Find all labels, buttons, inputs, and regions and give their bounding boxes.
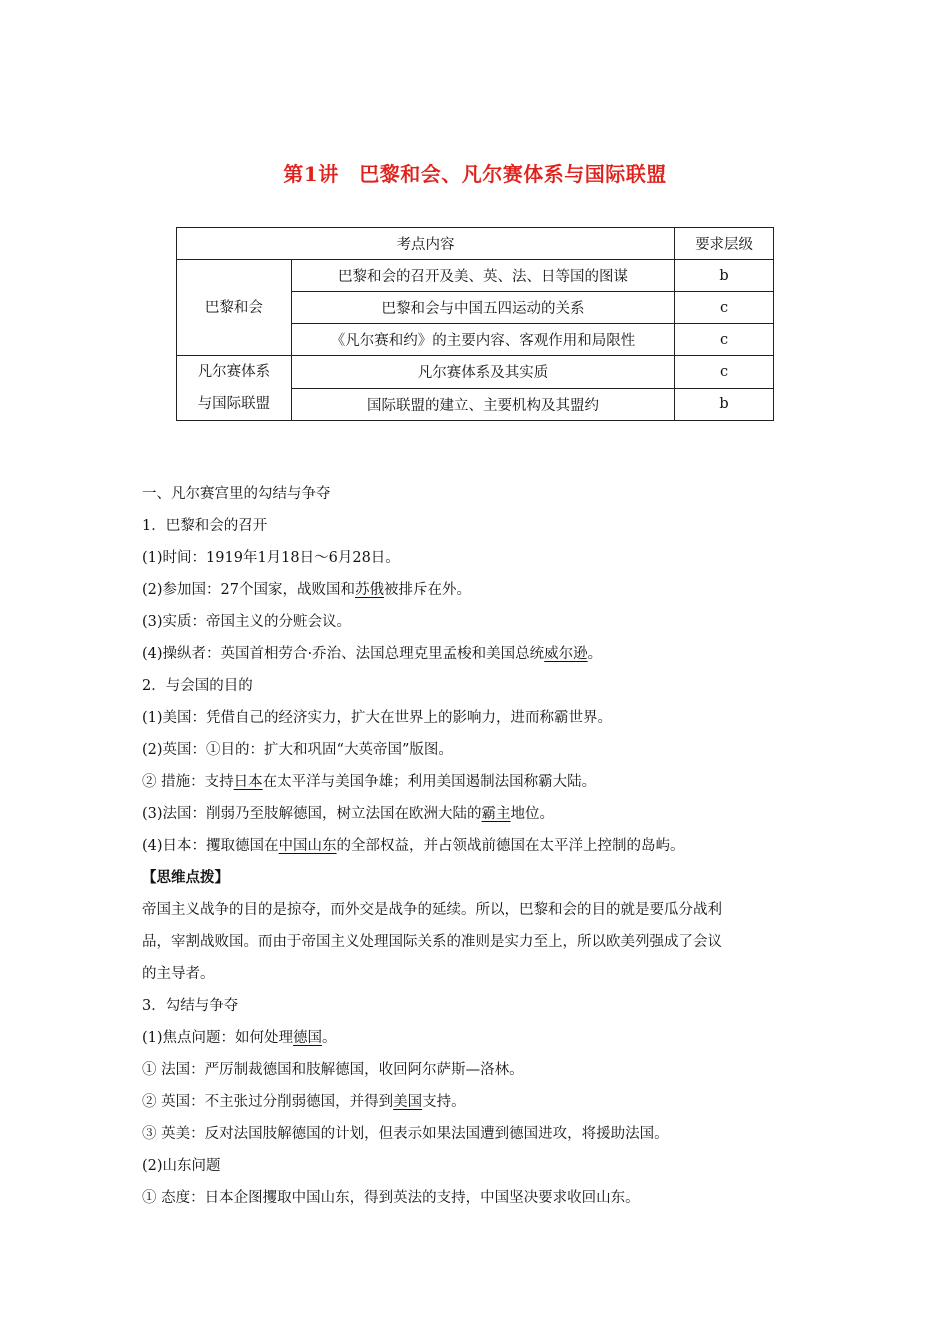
text-span: 被排斥在外。	[384, 582, 471, 598]
page-title: 第1讲 巴黎和会、凡尔赛体系与国际联盟	[283, 162, 667, 186]
text-line	[142, 1086, 822, 1118]
underlined-term: 霸主	[481, 806, 511, 822]
text-span: (4)操纵者：英国首相劳合·乔治、法国总理克里孟梭和美国总统	[142, 646, 545, 662]
table-header-content: 考点内容	[177, 228, 675, 260]
group-name-line: 与国际联盟	[197, 396, 271, 412]
table-cell-level: c	[675, 292, 774, 324]
text-span: 的全部权益，并占领战前德国在太平洋上控制的岛屿。	[336, 838, 685, 854]
text-line: (2)英国：①目的：扩大和巩固“大英帝国”版图。	[142, 742, 453, 758]
table-row	[177, 356, 774, 389]
text-span: 。	[322, 1030, 337, 1046]
callout-heading: 【思维点拨】	[142, 869, 229, 886]
table-row	[177, 260, 774, 292]
callout-paragraph	[142, 894, 822, 990]
table-cell-content: 凡尔赛体系及其实质	[291, 356, 674, 389]
table-cell-level: b	[675, 260, 774, 292]
text-line	[142, 574, 822, 606]
table-cell-content: 巴黎和会的召开及美、英、法、日等国的图谋	[291, 260, 674, 292]
section-heading: 一、凡尔赛宫里的勾结与争夺	[142, 486, 331, 502]
subheading: 2．与会国的目的	[142, 678, 253, 694]
table-group-name	[177, 356, 292, 421]
table-cell-content: 国际联盟的建立、主要机构及其盟约	[291, 388, 674, 421]
paragraph-line: 品，宰割战败国。而由于帝国主义处理国际关系的准则是实力至上，所以欧美列强成了会议	[142, 934, 722, 950]
group-name-line: 巴黎和会	[204, 299, 263, 316]
text-line: ③ 英美：反对法国肢解德国的计划，但表示如果法国遭到德国进攻，将援助法国。	[142, 1126, 669, 1142]
text-line	[142, 798, 822, 830]
underlined-term: 中国山东	[278, 838, 337, 854]
text-line: (1)时间：1919年1月18日～6月28日。	[142, 550, 400, 566]
table-group-name	[177, 260, 292, 356]
underlined-term: 苏俄	[355, 582, 384, 598]
underlined-term: 威尔逊	[544, 646, 588, 662]
text-span: ② 英国：不主张过分削弱德国，并得到	[142, 1094, 394, 1110]
text-span: 地位。	[510, 806, 555, 822]
paragraph-line: 帝国主义战争的目的是掠夺，而外交是战争的延续。所以，巴黎和会的目的就是要瓜分战利	[142, 902, 722, 918]
underlined-term: 日本	[233, 774, 263, 790]
text-line	[142, 766, 822, 798]
text-span: (4)日本：攫取德国在	[142, 838, 279, 854]
text-span: ② 措施：支持	[142, 774, 234, 790]
text-line: ① 态度：日本企图攫取中国山东，得到英法的支持，中国坚决要求收回山东。	[142, 1190, 640, 1206]
body-text	[142, 478, 822, 1214]
text-line: ① 法国：严厉制裁德国和肢解德国，收回阿尔萨斯—洛林。	[142, 1062, 524, 1078]
text-span: (3)法国：削弱乃至肢解德国，树立法国在欧洲大陆的	[142, 806, 482, 822]
text-line	[142, 638, 822, 670]
text-line	[142, 830, 822, 862]
text-line: (1)美国：凭借自己的经济实力，扩大在世界上的影响力，进而称霸世界。	[142, 710, 613, 726]
text-span: 在太平洋与美国争雄；利用美国遏制法国称霸大陆。	[262, 774, 597, 790]
table-header-level: 要求层级	[675, 228, 774, 260]
text-line	[142, 1022, 822, 1054]
table-cell-content: 巴黎和会与中国五四运动的关系	[291, 292, 674, 324]
underlined-term: 美国	[393, 1094, 423, 1110]
table-cell-content: 《凡尔赛和约》的主要内容、客观作用和局限性	[291, 324, 674, 356]
text-line: (2)山东问题	[142, 1158, 221, 1174]
text-span: 支持。	[422, 1094, 466, 1110]
table-cell-level: b	[675, 388, 774, 421]
table-header-row	[177, 228, 774, 260]
text-line: (3)实质：帝国主义的分赃会议。	[142, 614, 352, 630]
table-cell-level: c	[675, 324, 774, 356]
subheading: 1．巴黎和会的召开	[142, 518, 268, 534]
text-span: 。	[587, 646, 603, 662]
text-span: (2)参加国：27个国家，战败国和	[142, 582, 355, 598]
group-name-line: 凡尔赛体系	[197, 364, 271, 380]
table-cell-level: c	[675, 356, 774, 389]
paragraph-line: 的主导者。	[142, 966, 215, 982]
subheading: 3．勾结与争夺	[142, 998, 239, 1014]
text-span: (1)焦点问题：如何处理	[142, 1030, 294, 1046]
requirements-table	[176, 227, 774, 421]
underlined-term: 德国	[293, 1030, 323, 1046]
